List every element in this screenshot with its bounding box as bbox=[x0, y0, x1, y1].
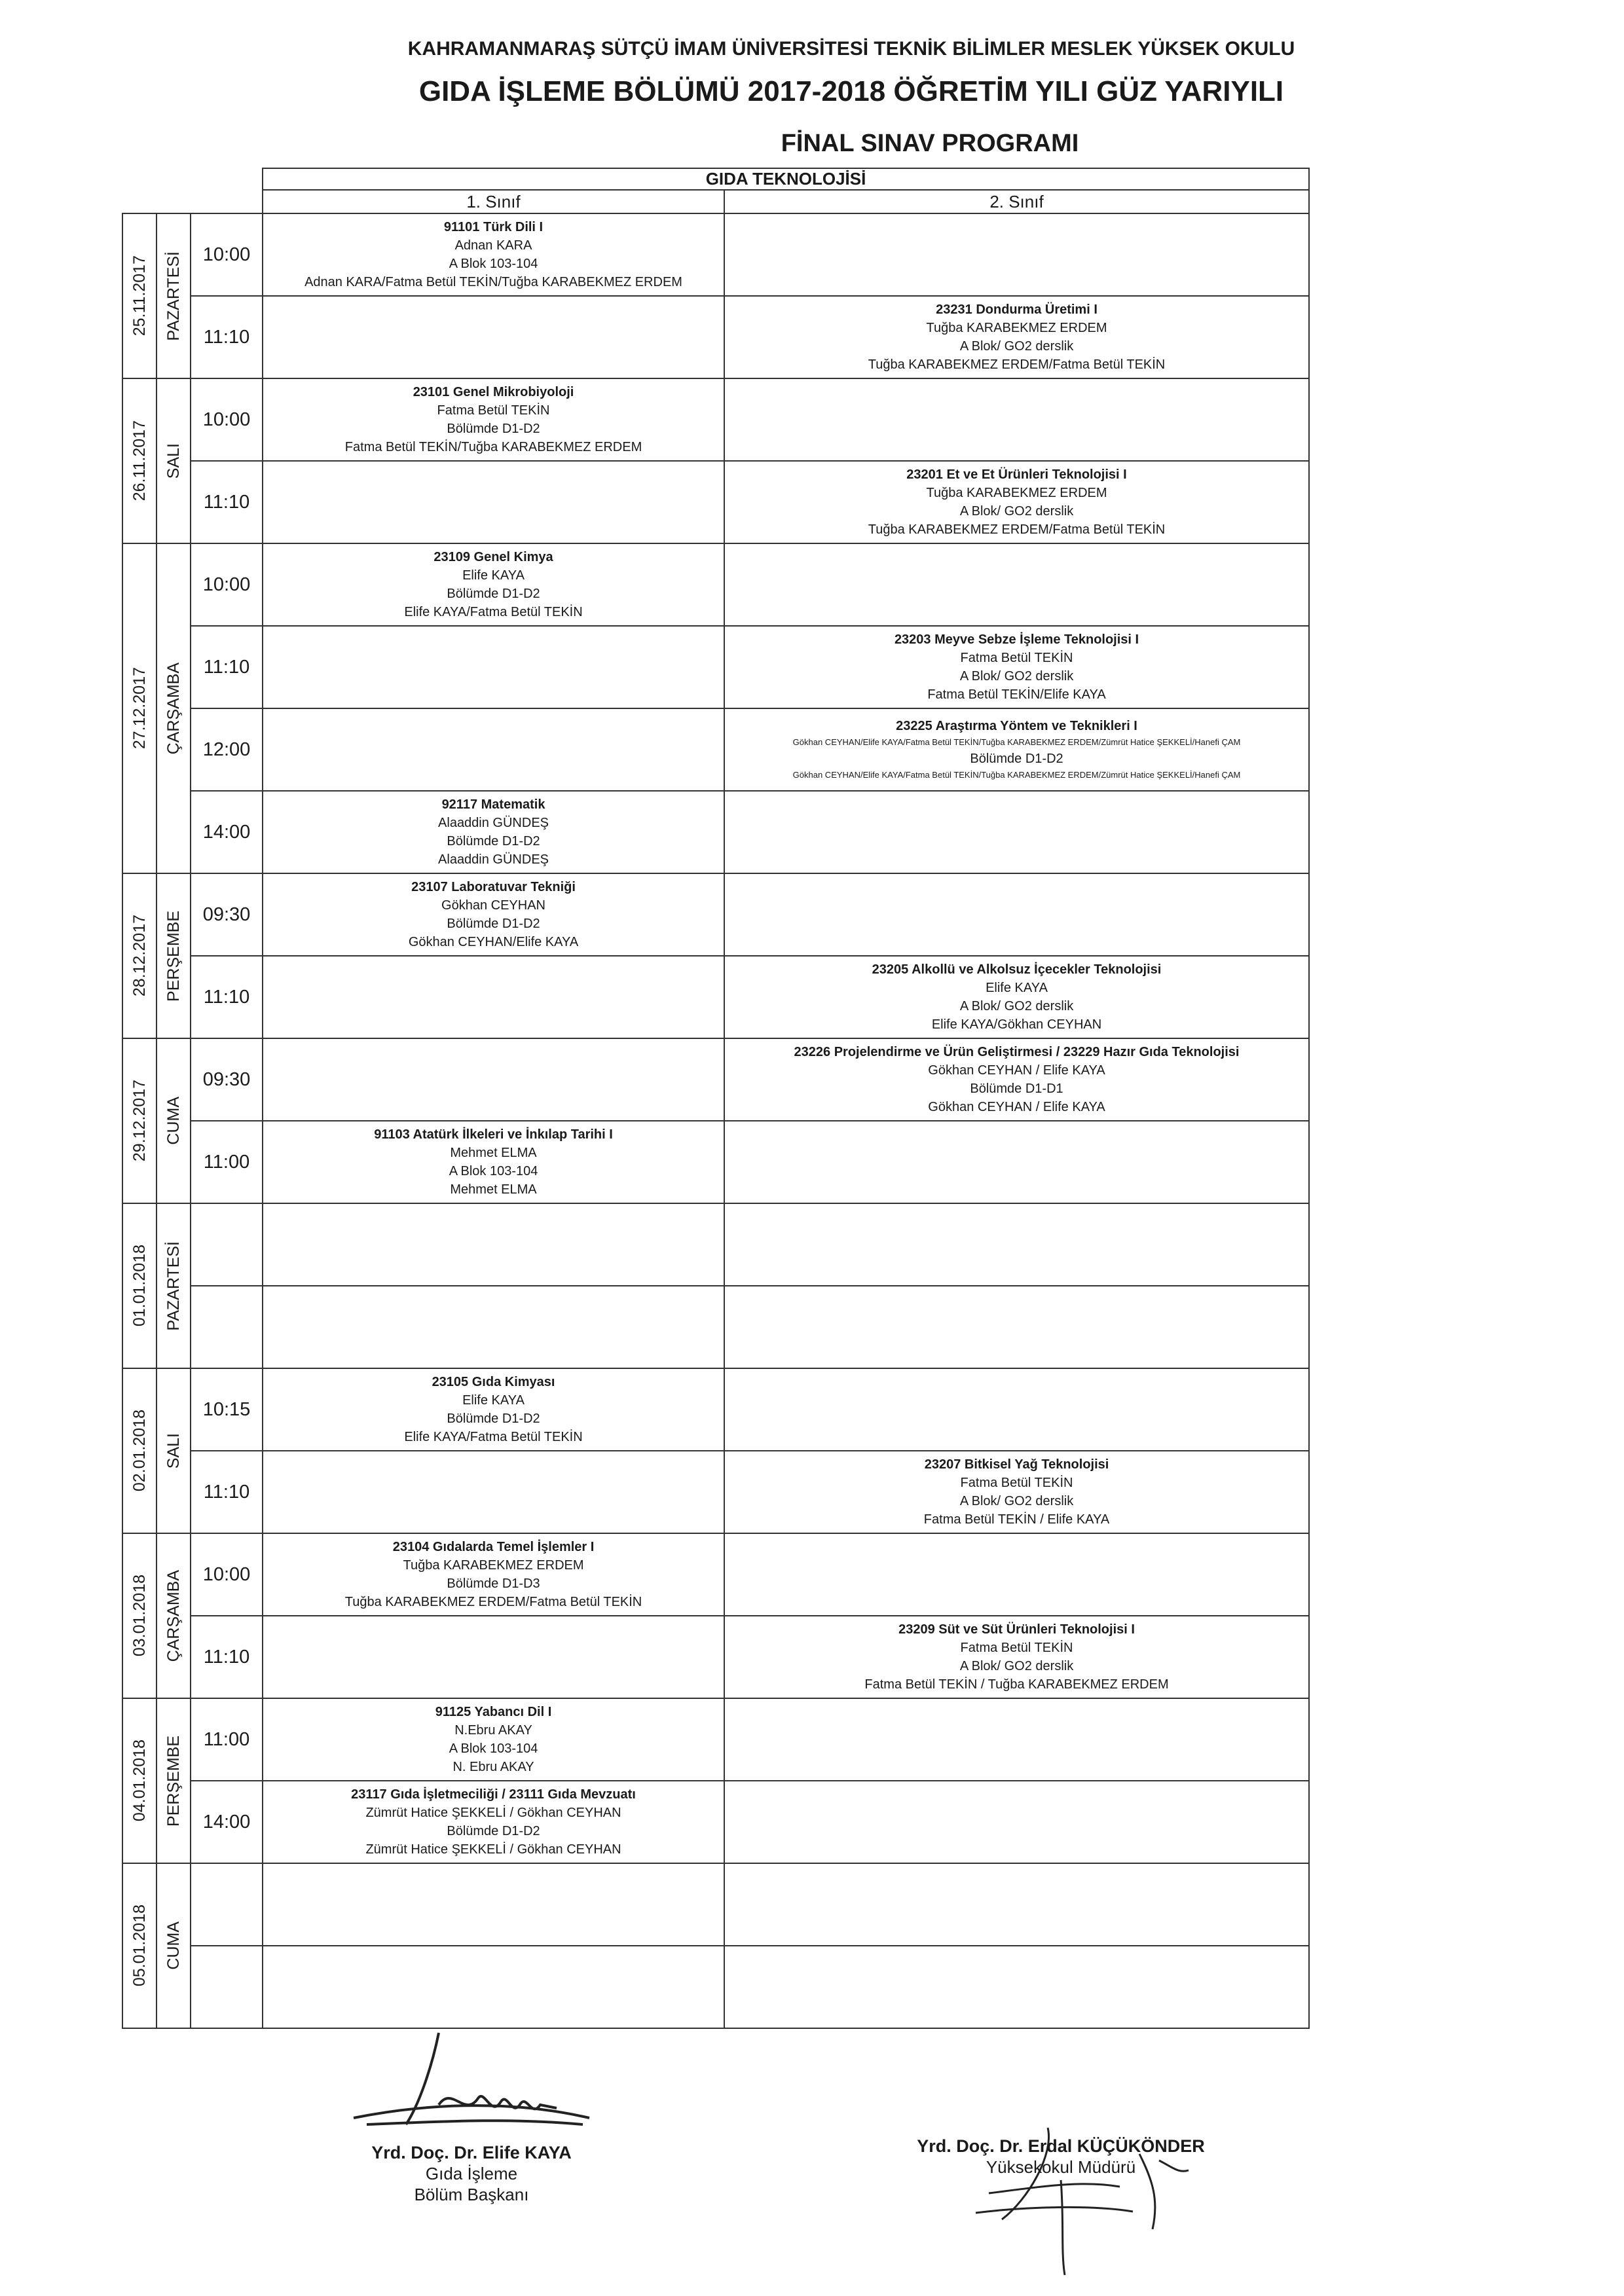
date-cell bbox=[122, 1203, 157, 1368]
exam-time: 11:10 bbox=[191, 956, 263, 1038]
weekday-cell bbox=[157, 1863, 191, 2028]
class-2-exam-cell bbox=[724, 1286, 1309, 1368]
class-header-row bbox=[122, 190, 1309, 213]
exam-date: 03.01.2018 bbox=[130, 1575, 149, 1657]
instructor: N.Ebru AKAY bbox=[454, 1723, 532, 1738]
exam-weekday: ÇARŞAMBA bbox=[164, 662, 183, 755]
schedule-row bbox=[122, 1946, 1309, 2028]
class-2-exam-cell bbox=[724, 791, 1309, 873]
class-1-exam-cell bbox=[263, 873, 724, 956]
instructor: Adnan KARA bbox=[454, 238, 532, 253]
exam-weekday: CUMA bbox=[164, 1097, 183, 1145]
exam-room: A Blok/ GO2 derslik bbox=[959, 339, 1074, 354]
exam-time bbox=[191, 1863, 263, 1946]
exam-room: Bölümde D1-D1 bbox=[970, 1082, 1063, 1096]
exam-time: 09:30 bbox=[191, 1038, 263, 1121]
exam-time: 11:10 bbox=[191, 1616, 263, 1698]
exam-weekday: CUMA bbox=[164, 1922, 183, 1970]
signer-left-role: Bölüm Başkanı bbox=[414, 2185, 529, 2204]
exam-room: Bölümde D1-D2 bbox=[447, 422, 540, 436]
class-1-exam-cell bbox=[263, 1286, 724, 1368]
supervisors: Gökhan CEYHAN / Elife KAYA bbox=[928, 1100, 1105, 1114]
exam-date: 26.11.2017 bbox=[130, 420, 149, 501]
weekday-cell bbox=[157, 1038, 191, 1203]
class-2-exam-cell bbox=[724, 873, 1309, 956]
supervisors: Tuğba KARABEKMEZ ERDEM/Fatma Betül TEKİN bbox=[868, 357, 1166, 372]
instructor: Gökhan CEYHAN / Elife KAYA bbox=[928, 1063, 1105, 1078]
date-cell bbox=[122, 213, 157, 378]
instructor: Alaaddin GÜNDEŞ bbox=[438, 816, 549, 830]
course-title: 23107 Laboratuvar Tekniği bbox=[411, 880, 576, 894]
program-header-row bbox=[122, 168, 1309, 190]
exam-time: 10:00 bbox=[191, 213, 263, 296]
exam-date: 25.11.2017 bbox=[130, 255, 149, 337]
course-title: 91125 Yabancı Dil I bbox=[435, 1705, 552, 1719]
weekday-cell bbox=[157, 1698, 191, 1863]
course-title: 23201 Et ve Et Ürünleri Teknolojisi I bbox=[906, 467, 1127, 482]
class-1-exam-cell bbox=[263, 1946, 724, 2028]
class-2-exam-cell bbox=[724, 1946, 1309, 2028]
schedule-row bbox=[122, 1698, 1309, 1781]
exam-entry bbox=[725, 960, 1308, 1034]
weekday-cell bbox=[157, 378, 191, 543]
schedule-row bbox=[122, 213, 1309, 296]
exam-program-title: FİNAL SINAV PROGRAMI bbox=[781, 130, 1079, 157]
weekday-cell bbox=[157, 1203, 191, 1368]
schedule-row bbox=[122, 708, 1309, 791]
course-title: 23205 Alkollü ve Alkolsuz İçecekler Teknolojisi bbox=[872, 962, 1162, 977]
exam-entry bbox=[725, 1620, 1308, 1694]
date-cell bbox=[122, 543, 157, 873]
class-1-exam-cell bbox=[263, 708, 724, 791]
exam-entry bbox=[263, 878, 724, 951]
class-1-exam-cell bbox=[263, 1368, 724, 1451]
instructor: Tuğba KARABEKMEZ ERDEM bbox=[403, 1558, 584, 1573]
schedule-row bbox=[122, 1038, 1309, 1121]
instructor: Tuğba KARABEKMEZ ERDEM bbox=[926, 486, 1107, 500]
program-name: GIDA TEKNOLOJİSİ bbox=[263, 168, 1309, 190]
class-1-header: 1. Sınıf bbox=[263, 190, 724, 213]
supervisors: N. Ebru AKAY bbox=[452, 1760, 534, 1774]
class-1-exam-cell bbox=[263, 626, 724, 708]
exam-room: A Blok 103-104 bbox=[449, 1741, 538, 1756]
date-cell bbox=[122, 1863, 157, 2028]
exam-time: 14:00 bbox=[191, 791, 263, 873]
schedule-row bbox=[122, 1203, 1309, 1286]
exam-room: A Blok 103-104 bbox=[449, 257, 538, 271]
exam-weekday: PAZARTESİ bbox=[164, 251, 183, 341]
schedule-row bbox=[122, 461, 1309, 543]
class-1-exam-cell bbox=[263, 1203, 724, 1286]
class-2-exam-cell bbox=[724, 626, 1309, 708]
schedule-row bbox=[122, 791, 1309, 873]
exam-room: Bölümde D1-D2 bbox=[447, 1824, 540, 1838]
exam-room: A Blok/ GO2 derslik bbox=[959, 1659, 1074, 1673]
schedule-row bbox=[122, 873, 1309, 956]
weekday-cell bbox=[157, 873, 191, 1038]
class-1-exam-cell bbox=[263, 213, 724, 296]
class-1-exam-cell bbox=[263, 378, 724, 461]
class-2-exam-cell bbox=[724, 1863, 1309, 1946]
signature-block-left bbox=[327, 2142, 616, 2205]
exam-weekday: ÇARŞAMBA bbox=[164, 1569, 183, 1662]
instructor: Bölümde D1-D2 bbox=[970, 752, 1063, 766]
course-title: 23209 Süt ve Süt Ürünleri Teknolojisi I bbox=[898, 1622, 1135, 1637]
exam-entry bbox=[725, 630, 1308, 704]
exam-entry bbox=[263, 795, 724, 869]
course-title: 91101 Türk Dili I bbox=[443, 220, 544, 234]
instructor: Elife KAYA bbox=[986, 981, 1048, 995]
supervisors: Elife KAYA/Fatma Betül TEKİN bbox=[404, 1430, 583, 1444]
exam-room: Bölümde D1-D3 bbox=[447, 1576, 540, 1591]
class-1-exam-cell bbox=[263, 1781, 724, 1863]
supervisors: Adnan KARA/Fatma Betül TEKİN/Tuğba KARABEKMEZ ERDEM bbox=[304, 275, 682, 289]
exam-entry bbox=[725, 717, 1308, 782]
exam-room: A Blok/ GO2 derslik bbox=[959, 1494, 1074, 1508]
exam-entry bbox=[263, 1703, 724, 1776]
class-2-exam-cell bbox=[724, 461, 1309, 543]
supervisors: Alaaddin GÜNDEŞ bbox=[438, 852, 549, 867]
schedule-row bbox=[122, 1368, 1309, 1451]
class-2-exam-cell bbox=[724, 1203, 1309, 1286]
signature-left-image bbox=[341, 2026, 616, 2144]
supervisors: Fatma Betül TEKİN/Elife KAYA bbox=[927, 687, 1106, 702]
instructor: Zümrüt Hatice ŞEKKELİ / Gökhan CEYHAN bbox=[365, 1806, 621, 1820]
class-2-exam-cell bbox=[724, 1038, 1309, 1121]
schedule-row bbox=[122, 1286, 1309, 1368]
exam-time: 12:00 bbox=[191, 708, 263, 791]
exam-time: 11:00 bbox=[191, 1121, 263, 1203]
instructor: Fatma Betül TEKİN bbox=[960, 1476, 1073, 1490]
class-1-exam-cell bbox=[263, 1121, 724, 1203]
exam-room: Bölümde D1-D2 bbox=[447, 834, 540, 848]
exam-schedule-table bbox=[122, 168, 1310, 2029]
supervisors: Elife KAYA/Gökhan CEYHAN bbox=[931, 1017, 1102, 1032]
exam-time: 11:10 bbox=[191, 296, 263, 378]
exam-time: 10:00 bbox=[191, 378, 263, 461]
exam-room: Bölümde D1-D2 bbox=[447, 1412, 540, 1426]
course-title: 23203 Meyve Sebze İşleme Teknolojisi I bbox=[894, 632, 1139, 647]
exam-entry bbox=[263, 1373, 724, 1446]
date-cell bbox=[122, 873, 157, 1038]
date-cell bbox=[122, 1368, 157, 1533]
class-2-exam-cell bbox=[724, 543, 1309, 626]
supervisors: Tuğba KARABEKMEZ ERDEM/Fatma Betül TEKİN bbox=[868, 522, 1166, 537]
exam-date: 28.12.2017 bbox=[130, 915, 149, 997]
exam-entry bbox=[263, 1538, 724, 1611]
signer-right-name: Yrd. Doç. Dr. Erdal KÜÇÜKÖNDER bbox=[917, 2136, 1205, 2156]
exam-date: 05.01.2018 bbox=[130, 1904, 149, 1987]
exam-weekday: SALI bbox=[164, 443, 183, 479]
supervisors: Gökhan CEYHAN/Elife KAYA bbox=[408, 935, 579, 949]
class-1-exam-cell bbox=[263, 1863, 724, 1946]
class-2-exam-cell bbox=[724, 1616, 1309, 1698]
exam-time: 10:15 bbox=[191, 1368, 263, 1451]
exam-time: 10:00 bbox=[191, 543, 263, 626]
instructor: Fatma Betül TEKİN bbox=[960, 651, 1073, 665]
exam-date: 29.12.2017 bbox=[130, 1080, 149, 1162]
exam-weekday: PERŞEMBE bbox=[164, 1735, 183, 1827]
signature-block-right bbox=[891, 2136, 1231, 2178]
exam-entry bbox=[725, 465, 1308, 539]
course-title: 23207 Bitkisel Yağ Teknolojisi bbox=[924, 1457, 1109, 1472]
date-cell bbox=[122, 1038, 157, 1203]
exam-weekday: PAZARTESİ bbox=[164, 1241, 183, 1331]
instructor: Fatma Betül TEKİN bbox=[437, 403, 550, 418]
signer-left-name: Yrd. Doç. Dr. Elife KAYA bbox=[371, 2143, 572, 2162]
class-1-exam-cell bbox=[263, 1616, 724, 1698]
schedule-row bbox=[122, 626, 1309, 708]
exam-time bbox=[191, 1286, 263, 1368]
course-title: 23104 Gıdalarda Temel İşlemler I bbox=[392, 1540, 595, 1554]
course-title: 92117 Matematik bbox=[441, 797, 545, 812]
course-title: 23225 Araştırma Yöntem ve Teknikleri I bbox=[896, 719, 1137, 733]
supervisors: Fatma Betül TEKİN / Tuğba KARABEKMEZ ERDEM bbox=[864, 1677, 1169, 1692]
exam-time: 10:00 bbox=[191, 1533, 263, 1616]
class-2-exam-cell bbox=[724, 213, 1309, 296]
schedule-row bbox=[122, 1616, 1309, 1698]
exam-room: A Blok/ GO2 derslik bbox=[959, 504, 1074, 519]
schedule-row bbox=[122, 543, 1309, 626]
supervisors: Fatma Betül TEKİN / Elife KAYA bbox=[923, 1512, 1110, 1527]
date-cell bbox=[122, 378, 157, 543]
class-2-exam-cell bbox=[724, 1533, 1309, 1616]
exam-room: A Blok/ GO2 derslik bbox=[959, 669, 1074, 683]
class-1-exam-cell bbox=[263, 1533, 724, 1616]
exam-date: 02.01.2018 bbox=[130, 1410, 149, 1492]
class-2-exam-cell bbox=[724, 708, 1309, 791]
schedule-row bbox=[122, 956, 1309, 1038]
supervisors: Fatma Betül TEKİN/Tuğba KARABEKMEZ ERDEM bbox=[344, 440, 642, 454]
instructor: Gökhan CEYHAN bbox=[441, 898, 545, 913]
weekday-cell bbox=[157, 1533, 191, 1698]
exam-date: 01.01.2018 bbox=[130, 1245, 149, 1327]
class-2-exam-cell bbox=[724, 956, 1309, 1038]
exam-time: 11:10 bbox=[191, 461, 263, 543]
department-title: GIDA İŞLEME BÖLÜMÜ 2017-2018 ÖĞRETİM YILI GÜZ YARIYILI bbox=[418, 75, 1284, 107]
exam-room: Bölümde D1-D2 bbox=[447, 917, 540, 931]
exam-time: 11:10 bbox=[191, 626, 263, 708]
exam-room: Bölümde D1-D2 bbox=[447, 587, 540, 601]
exam-date: 27.12.2017 bbox=[130, 667, 149, 750]
weekday-cell bbox=[157, 1368, 191, 1533]
instructor: Mehmet ELMA bbox=[450, 1146, 537, 1160]
exam-time bbox=[191, 1946, 263, 2028]
class-2-exam-cell bbox=[724, 378, 1309, 461]
schedule-row bbox=[122, 296, 1309, 378]
course-title: 23117 Gıda İşletmeciliği / 23111 Gıda Mevzuatı bbox=[351, 1787, 636, 1802]
exam-time: 11:10 bbox=[191, 1451, 263, 1533]
signer-left-unit: Gıda İşleme bbox=[425, 2164, 518, 2183]
exam-time: 11:00 bbox=[191, 1698, 263, 1781]
exam-entry bbox=[263, 1785, 724, 1859]
schedule-row bbox=[122, 1533, 1309, 1616]
weekday-cell bbox=[157, 543, 191, 873]
instructor: Elife KAYA bbox=[462, 568, 525, 583]
weekday-cell bbox=[157, 213, 191, 378]
schedule-row bbox=[122, 1451, 1309, 1533]
class-1-exam-cell bbox=[263, 1451, 724, 1533]
exam-weekday: PERŞEMBE bbox=[164, 910, 183, 1002]
class-2-exam-cell bbox=[724, 1698, 1309, 1781]
instructor: Fatma Betül TEKİN bbox=[960, 1641, 1073, 1655]
exam-entry bbox=[725, 301, 1308, 374]
schedule-row bbox=[122, 1781, 1309, 1863]
exam-time: 09:30 bbox=[191, 873, 263, 956]
exam-entry bbox=[263, 548, 724, 621]
class-2-exam-cell bbox=[724, 296, 1309, 378]
exam-room: A Blok 103-104 bbox=[449, 1164, 538, 1178]
class-1-exam-cell bbox=[263, 461, 724, 543]
class-2-exam-cell bbox=[724, 1121, 1309, 1203]
exam-entry bbox=[263, 383, 724, 456]
course-title: 23101 Genel Mikrobiyoloji bbox=[413, 385, 574, 399]
supervisors-list: Gökhan CEYHAN/Elife KAYA/Fatma Betül TEKİN/Tuğba KARABEKMEZ ERDEM/Zümrüt Hatice ŞEKKELİ/Hanefi ÇAM bbox=[792, 770, 1241, 780]
schedule-row bbox=[122, 1121, 1309, 1203]
exam-entry bbox=[263, 218, 724, 291]
exam-date: 04.01.2018 bbox=[130, 1740, 149, 1822]
course-title: 23226 Projelendirme ve Ürün Geliştirmesi / 23229 Hazır Gıda Teknolojisi bbox=[794, 1045, 1240, 1059]
date-cell bbox=[122, 1698, 157, 1863]
supervisors-list: Gökhan CEYHAN/Elife KAYA/Fatma Betül TEKİN/Tuğba KARABEKMEZ ERDEM/Zümrüt Hatice ŞEKKELİ/Hanefi ÇAM bbox=[792, 737, 1241, 747]
class-1-exam-cell bbox=[263, 1698, 724, 1781]
exam-time: 14:00 bbox=[191, 1781, 263, 1863]
exam-entry bbox=[263, 1125, 724, 1199]
class-1-exam-cell bbox=[263, 296, 724, 378]
schedule-row bbox=[122, 1863, 1309, 1946]
exam-entry bbox=[725, 1043, 1308, 1116]
course-title: 91103 Atatürk İlkeleri ve İnkılap Tarihi I bbox=[374, 1127, 613, 1142]
exam-time bbox=[191, 1203, 263, 1286]
institution-title: KAHRAMANMARAŞ SÜTÇÜ İMAM ÜNİVERSİTESİ TEKNİK BİLİMLER MESLEK YÜKSEK OKULU bbox=[407, 38, 1295, 60]
class-2-header: 2. Sınıf bbox=[724, 190, 1309, 213]
instructor: Tuğba KARABEKMEZ ERDEM bbox=[926, 321, 1107, 335]
exam-room: A Blok/ GO2 derslik bbox=[959, 999, 1074, 1013]
instructor: Elife KAYA bbox=[462, 1393, 525, 1408]
class-2-exam-cell bbox=[724, 1781, 1309, 1863]
class-1-exam-cell bbox=[263, 1038, 724, 1121]
exam-entry bbox=[725, 1455, 1308, 1529]
signer-right-role: Yüksekokul Müdürü bbox=[986, 2157, 1136, 2177]
schedule-row bbox=[122, 378, 1309, 461]
exam-weekday: SALI bbox=[164, 1432, 183, 1469]
supervisors: Zümrüt Hatice ŞEKKELİ / Gökhan CEYHAN bbox=[365, 1842, 621, 1857]
date-cell bbox=[122, 1533, 157, 1698]
supervisors: Elife KAYA/Fatma Betül TEKİN bbox=[404, 605, 583, 619]
course-title: 23231 Dondurma Üretimi I bbox=[936, 302, 1098, 317]
course-title: 23105 Gıda Kimyası bbox=[432, 1375, 555, 1389]
supervisors: Tuğba KARABEKMEZ ERDEM/Fatma Betül TEKİN bbox=[344, 1595, 642, 1609]
class-2-exam-cell bbox=[724, 1451, 1309, 1533]
supervisors: Mehmet ELMA bbox=[450, 1182, 537, 1197]
class-1-exam-cell bbox=[263, 956, 724, 1038]
class-1-exam-cell bbox=[263, 543, 724, 626]
class-1-exam-cell bbox=[263, 791, 724, 873]
class-2-exam-cell bbox=[724, 1368, 1309, 1451]
course-title: 23109 Genel Kimya bbox=[434, 550, 553, 564]
